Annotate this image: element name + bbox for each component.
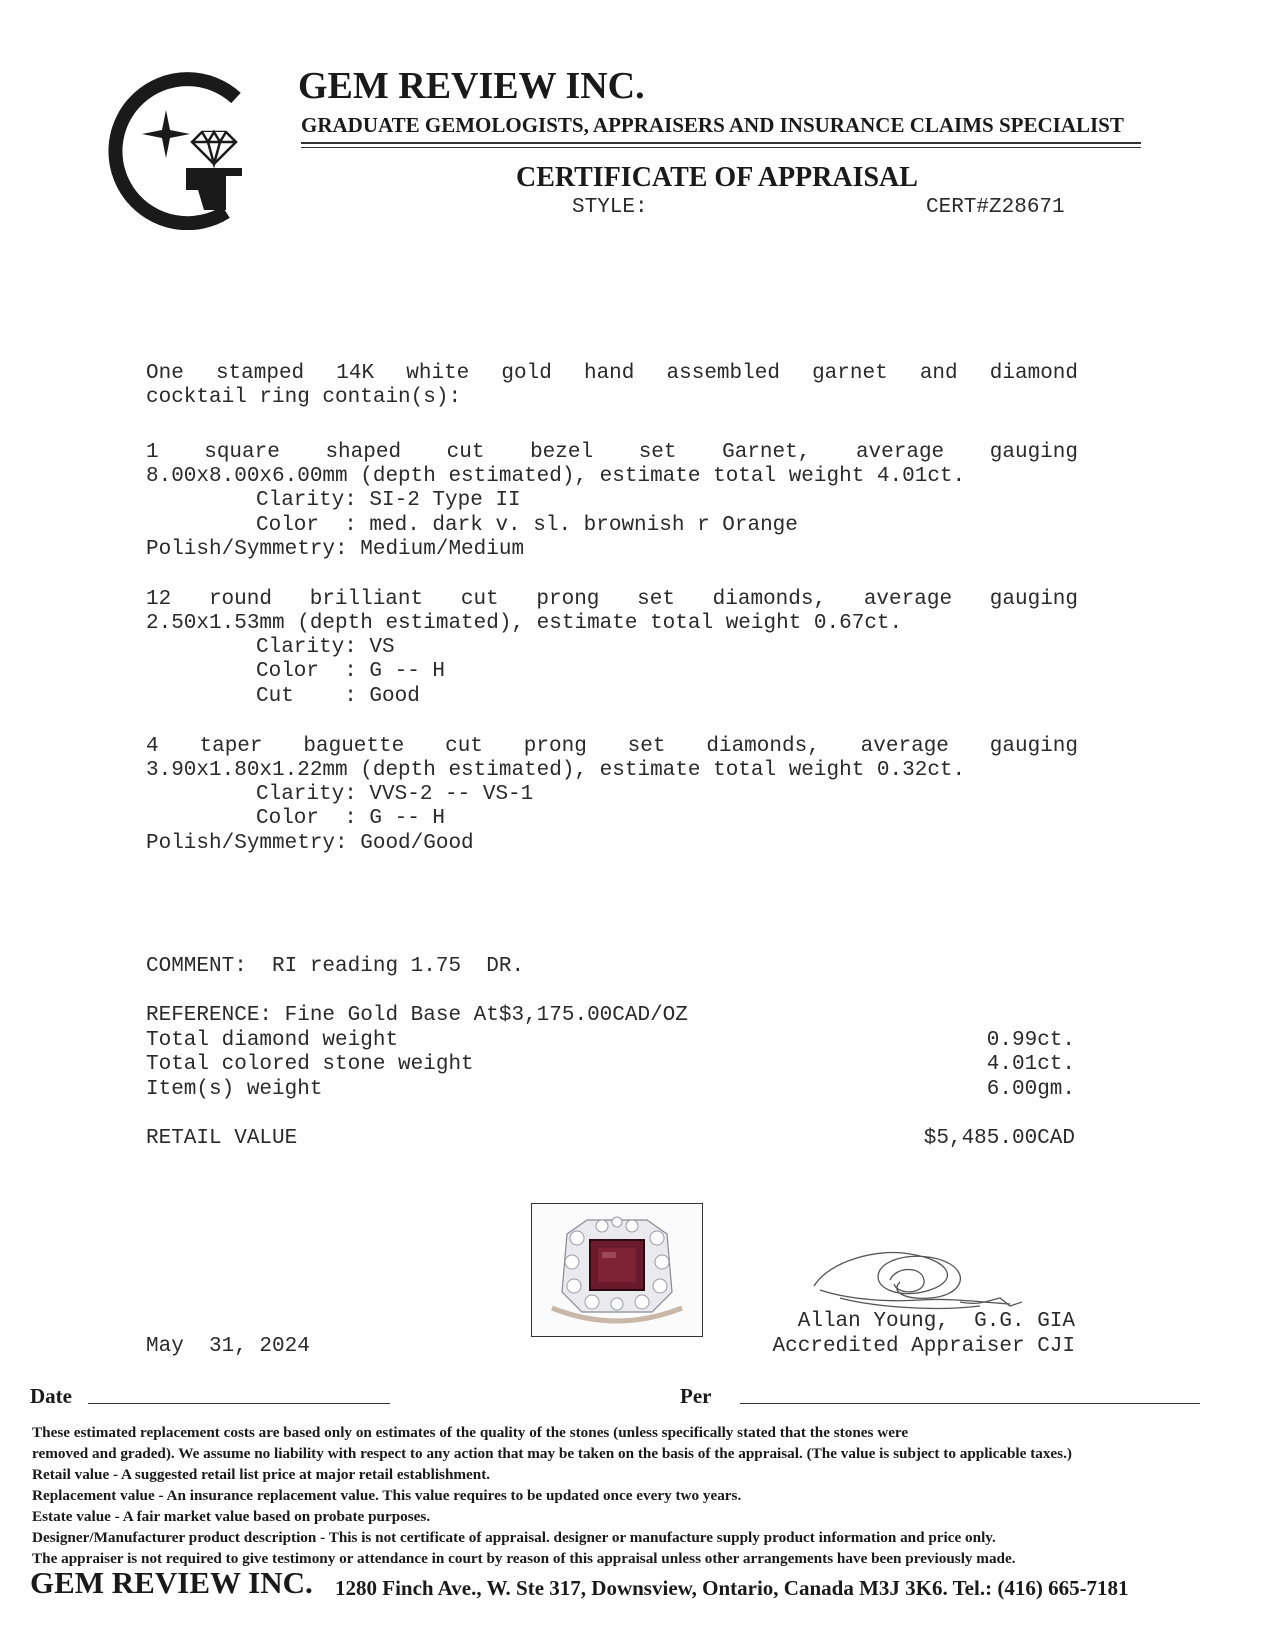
total-colored-stone-weight-label: Total colored stone weight — [146, 1053, 474, 1076]
description-intro: cocktail ring contain(s): — [146, 386, 462, 409]
company-name: GEM REVIEW INC. — [298, 65, 645, 107]
stone-color: Color : G -- H — [256, 807, 446, 830]
disclaimer-line: These estimated replacement costs are based only on estimates of the quality of the stones (unless specifically stated that the stones were — [32, 1424, 909, 1441]
total-colored-stone-weight-value: 4.01ct. — [986, 1053, 1075, 1076]
total-diamond-weight-value: 0.99ct. — [986, 1029, 1075, 1052]
total-diamond-weight-label: Total diamond weight — [146, 1029, 399, 1052]
per-label: Per — [680, 1384, 712, 1408]
item-weight-label: Item(s) weight — [146, 1078, 323, 1101]
retail-value-label: RETAIL VALUE — [146, 1127, 298, 1150]
stone-color: Color : G -- H — [256, 660, 446, 683]
header-rule — [301, 147, 1141, 148]
item-weight-value: 6.00gm. — [986, 1078, 1075, 1101]
estate-value-definition: Estate value - A fair market value based on probate purposes. — [32, 1508, 431, 1525]
stone-color: Color : med. dark v. sl. brownish r Orange — [256, 514, 798, 537]
stone-description: 12 round brilliant cut prong set diamonds, average gauging — [146, 588, 1078, 611]
appraiser-title: Accredited Appraiser CJI — [772, 1335, 1075, 1358]
stone-cut: Cut : Good — [256, 685, 420, 708]
stone-polish-symmetry: Polish/Symmetry: Medium/Medium — [146, 538, 525, 561]
company-logo — [108, 70, 258, 230]
stone-polish-symmetry: Polish/Symmetry: Good/Good — [146, 832, 474, 855]
stone-gauging: 3.90x1.80x1.22mm (depth estimated), estimate total weight 0.32ct. — [146, 759, 966, 782]
designer-description-note: Designer/Manufacturer product description - This is not certificate of appraisal. designer or manufacture supply product information and price only. — [32, 1529, 996, 1546]
ring-photo — [531, 1203, 703, 1337]
stone-clarity: Clarity: SI-2 Type II — [256, 489, 521, 512]
stone-description: 1 square shaped cut bezel set Garnet, average gauging — [146, 441, 1078, 464]
per-line — [740, 1403, 1200, 1404]
company-tagline: GRADUATE GEMOLOGISTS, APPRAISERS AND INSURANCE CLAIMS SPECIALIST — [301, 113, 1124, 137]
retail-value: $5,485.00CAD — [923, 1127, 1075, 1150]
header-rule — [301, 142, 1141, 144]
date-line — [88, 1403, 390, 1404]
date-label: Date — [30, 1384, 72, 1408]
certificate-title: CERTIFICATE OF APPRAISAL — [516, 162, 918, 193]
description-intro: One stamped 14K white gold hand assembled garnet and diamond — [146, 362, 1078, 385]
comment: COMMENT: RI reading 1.75 DR. — [146, 955, 525, 978]
style-label: STYLE: — [572, 196, 648, 219]
testimony-disclaimer: The appraiser is not required to give testimony or attendance in court by reason of this appraisal unless other arrangements have been previously made. — [32, 1550, 1016, 1567]
stone-gauging: 2.50x1.53mm (depth estimated), estimate total weight 0.67ct. — [146, 612, 903, 635]
footer-company-name: GEM REVIEW INC. — [30, 1565, 313, 1600]
disclaimer-line: removed and graded). We assume no liability with respect to any action that may be taken on the basis of the appraisal. (The value is subject to applicable taxes.) — [32, 1445, 1072, 1462]
stone-clarity: Clarity: VS — [256, 636, 395, 659]
retail-value-definition: Retail value - A suggested retail list price at major retail establishment. — [32, 1466, 491, 1483]
stone-clarity: Clarity: VVS-2 -- VS-1 — [256, 783, 534, 806]
reference: REFERENCE: Fine Gold Base At$3,175.00CAD/OZ — [146, 1004, 688, 1027]
appraiser-name: Allan Young, G.G. GIA — [797, 1310, 1075, 1333]
appraisal-date: May 31, 2024 — [146, 1335, 310, 1358]
stone-gauging: 8.00x8.00x6.00mm (depth estimated), estimate total weight 4.01ct. — [146, 465, 966, 488]
stone-description: 4 taper baguette cut prong set diamonds, average gauging — [146, 735, 1078, 758]
replacement-value-definition: Replacement value - An insurance replacement value. This value requires to be updated once every two years. — [32, 1487, 742, 1504]
certificate-number: CERT#Z28671 — [926, 196, 1065, 219]
footer-address: 1280 Finch Ave., W. Ste 317, Downsview, Ontario, Canada M3J 3K6. Tel.: (416) 665-7181 — [335, 1576, 1129, 1600]
